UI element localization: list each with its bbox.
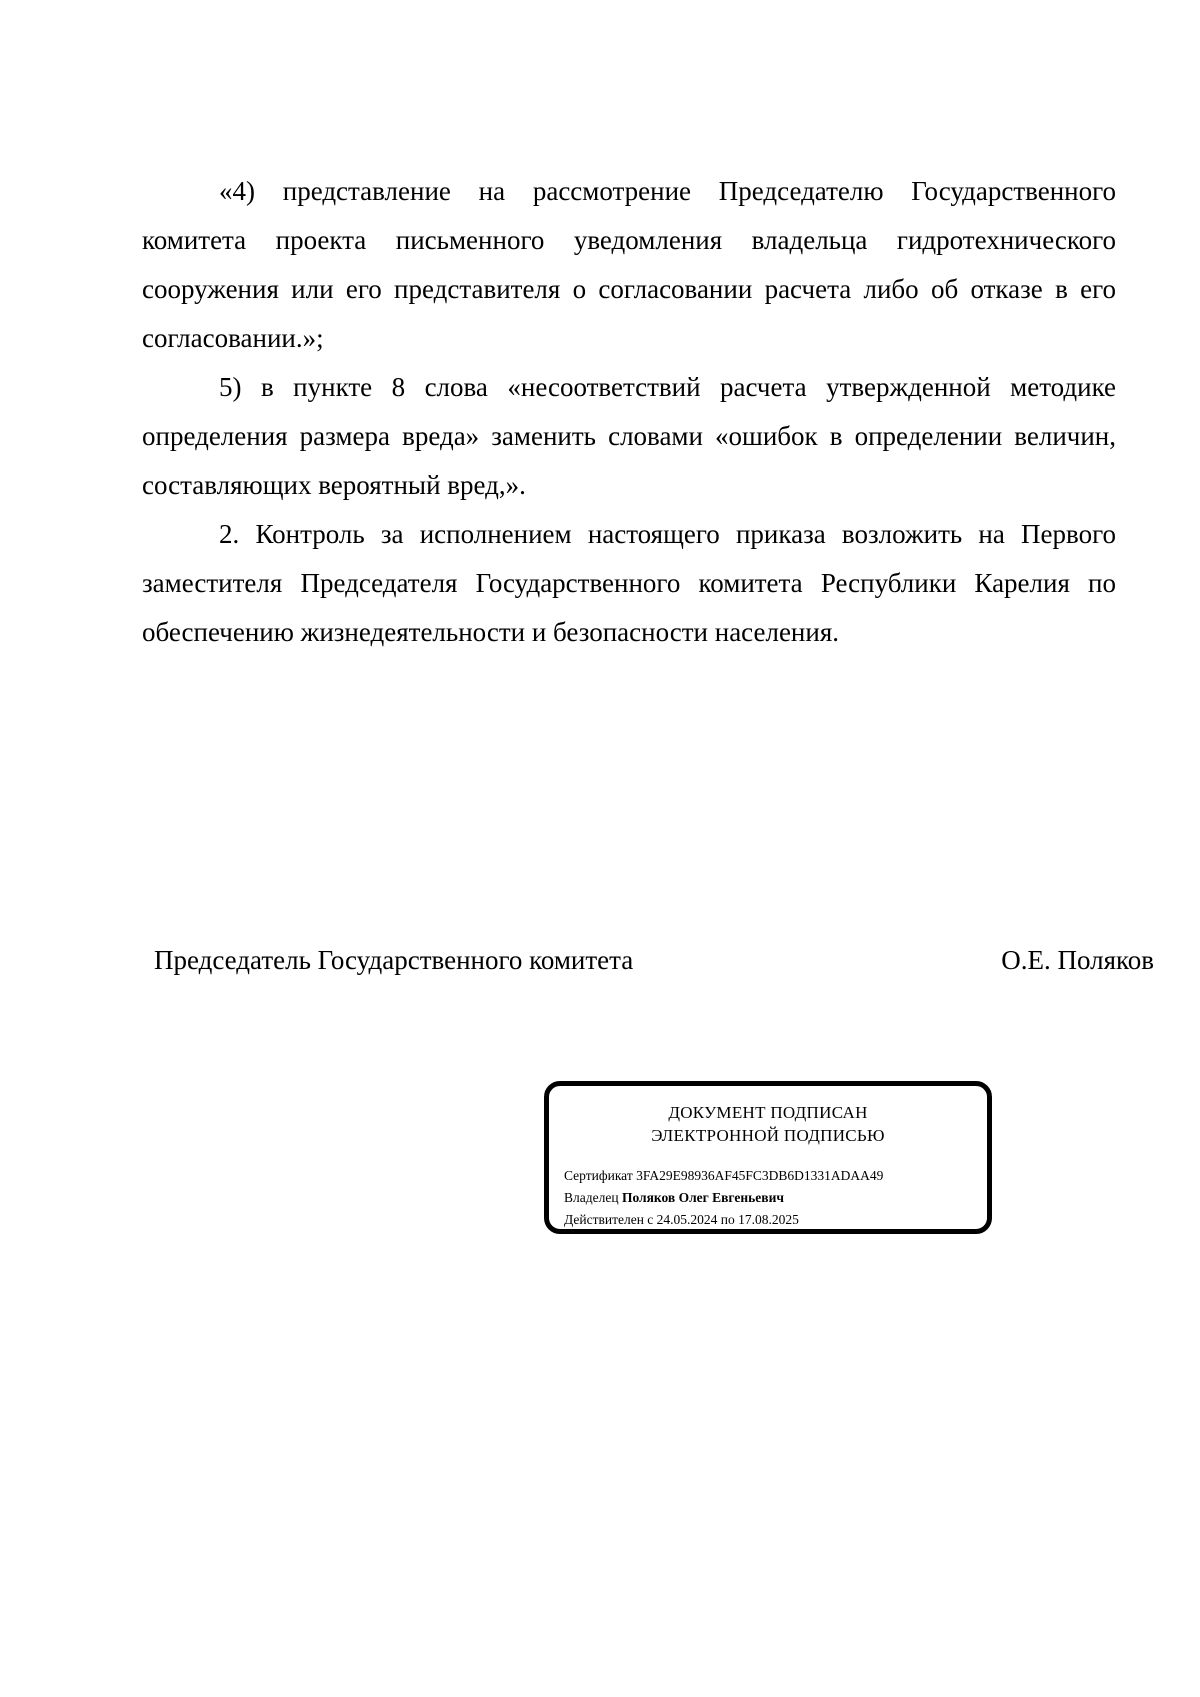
paragraph-item-4: «4) представление на рассмотрение Председателю Государственного комитета проекта письменного уведомления владельца гидротехнического сооружения или его представителя о согласовании расчета либо об отказе в его согласовании.»; [142,176,1116,353]
certificate-value: 3FA29E98936AF45FC3DB6D1331ADAA49 [636,1168,884,1183]
certificate-label: Сертификат [564,1168,633,1183]
valid-to: 17.08.2025 [738,1212,799,1227]
owner-line [564,1187,883,1209]
stamp-heading [549,1101,987,1147]
signatory-title: Председатель Государственного комитета [154,945,634,975]
stamp-heading-line-2: ЭЛЕКТРОННОЙ ПОДПИСЬЮ [651,1126,885,1145]
owner-value: Поляков Олег Евгеньевич [621,1190,784,1205]
valid-from: 24.05.2024 [656,1212,718,1227]
valid-to-label: по [720,1212,735,1227]
signature-block [154,942,1154,982]
electronic-signature-stamp [544,1081,992,1234]
signatory-name: О.Е. Поляков [1001,945,1154,975]
stamp-heading-line-1: ДОКУМЕНТ ПОДПИСАН [668,1103,868,1122]
paragraph-control: 2. Контроль за исполнением настоящего приказа возложить на Первого заместителя Председателя Государственного комитета Республики Карелия по обеспечению жизнедеятельности и безопасности населения. [142,519,1116,647]
owner-label: Владелец [564,1190,619,1205]
stamp-details [564,1165,883,1231]
paragraph-item-5: 5) в пункте 8 слова «несоответствий расчета утвержденной методике определения размера вреда» заменить словами «ошибок в определении величин, составляющих вероятный вред,». [142,372,1116,500]
certificate-line [564,1165,883,1187]
validity-line [564,1209,883,1231]
valid-label: Действителен с [564,1212,654,1227]
document-body [142,167,1116,657]
